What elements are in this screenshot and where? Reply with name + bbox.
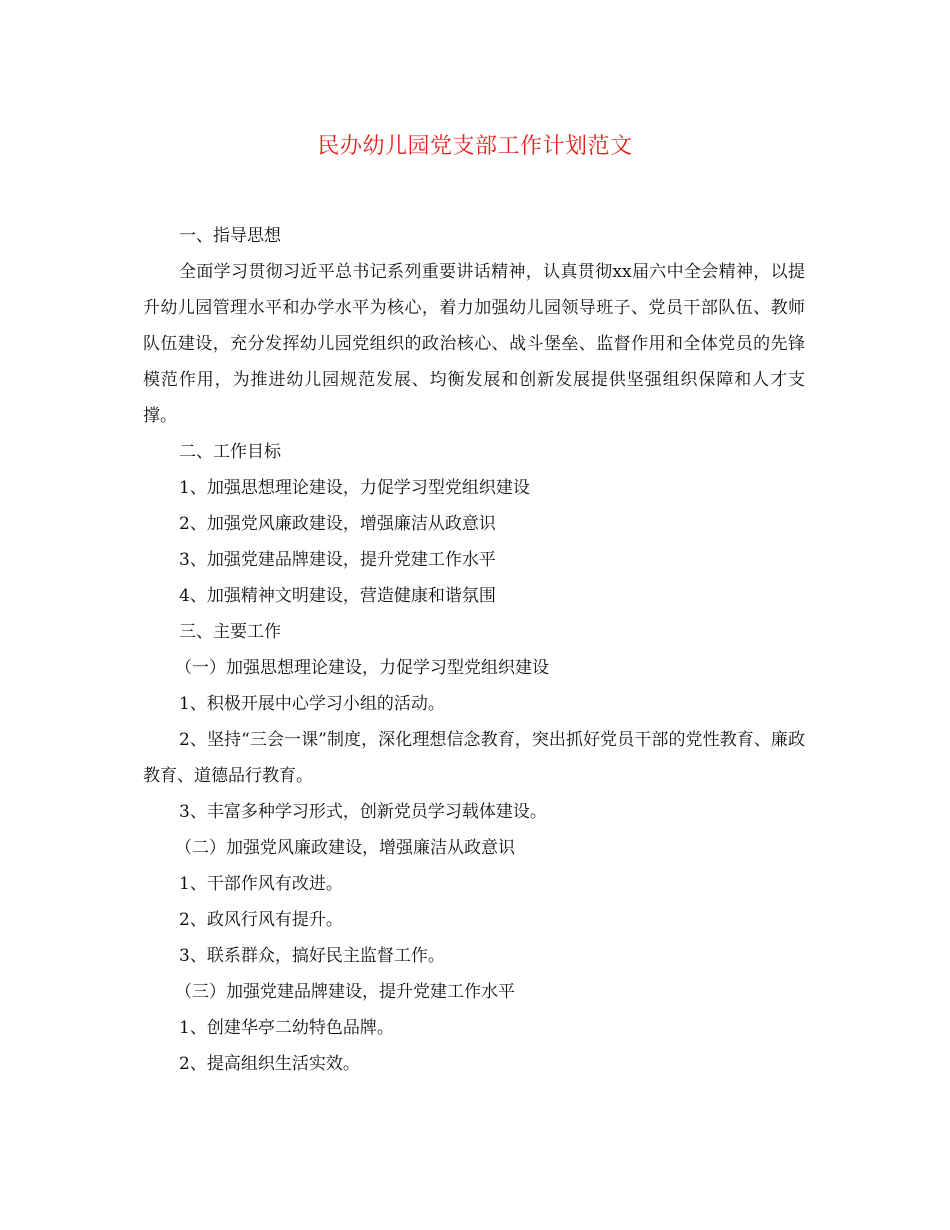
brand-item-1: 1、创建华亭二幼特色品牌。 [179, 1018, 394, 1038]
heading-guiding-thought: 一、指导思想 [179, 226, 281, 246]
subheading-clean-government: （二）加强党风廉政建设，增强廉洁从政意识 [175, 838, 515, 858]
paragraph-guiding-thought: 全面学习贯彻习近平总书记系列重要讲话精神，认真贯彻xx届六中全会精神，以提升幼儿园管理水平和办学水平为核心，着力加强幼儿园领导班子、党员干部队伍、教师队伍建设，充分发挥幼儿园党组织的政治核心、战斗堡垒、监督作用和全体党员的先锋模范作用，为推进幼儿园规范发展、均衡发展和创新发展提供坚强组织保障和人才支撑。 [143, 262, 805, 426]
goal-item-2: 2、加强党风廉政建设，增强廉洁从政意识 [179, 514, 496, 534]
document-body [143, 218, 805, 1082]
goal-item-3: 3、加强党建品牌建设，提升党建工作水平 [179, 550, 496, 570]
goal-item-1: 1、加强思想理论建设，力促学习型党组织建设 [179, 478, 530, 498]
subheading-party-brand: （三）加强党建品牌建设，提升党建工作水平 [175, 982, 515, 1002]
subheading-theory-construction: （一）加强思想理论建设，力促学习型党组织建设 [175, 658, 549, 678]
brand-item-2: 2、提高组织生活实效。 [179, 1054, 360, 1074]
heading-main-work: 三、主要工作 [179, 622, 281, 642]
theory-item-3: 3、丰富多种学习形式，创新党员学习载体建设。 [179, 802, 547, 822]
theory-item-1: 1、积极开展中心学习小组的活动。 [179, 694, 445, 714]
clean-item-1: 1、干部作风有改进。 [179, 874, 343, 894]
goal-item-4: 4、加强精神文明建设，营造健康和谐氛围 [179, 586, 496, 606]
theory-item-2: 2、坚持“三会一课”制度，深化理想信念教育，突出抓好党员干部的党性教育、廉政教育、道德品行教育。 [143, 730, 805, 786]
heading-work-goals: 二、工作目标 [179, 442, 281, 462]
clean-item-2: 2、政风行风有提升。 [179, 910, 343, 930]
clean-item-3: 3、联系群众，搞好民主监督工作。 [179, 946, 445, 966]
document-title: 民办幼儿园党支部工作计划范文 [317, 134, 633, 159]
